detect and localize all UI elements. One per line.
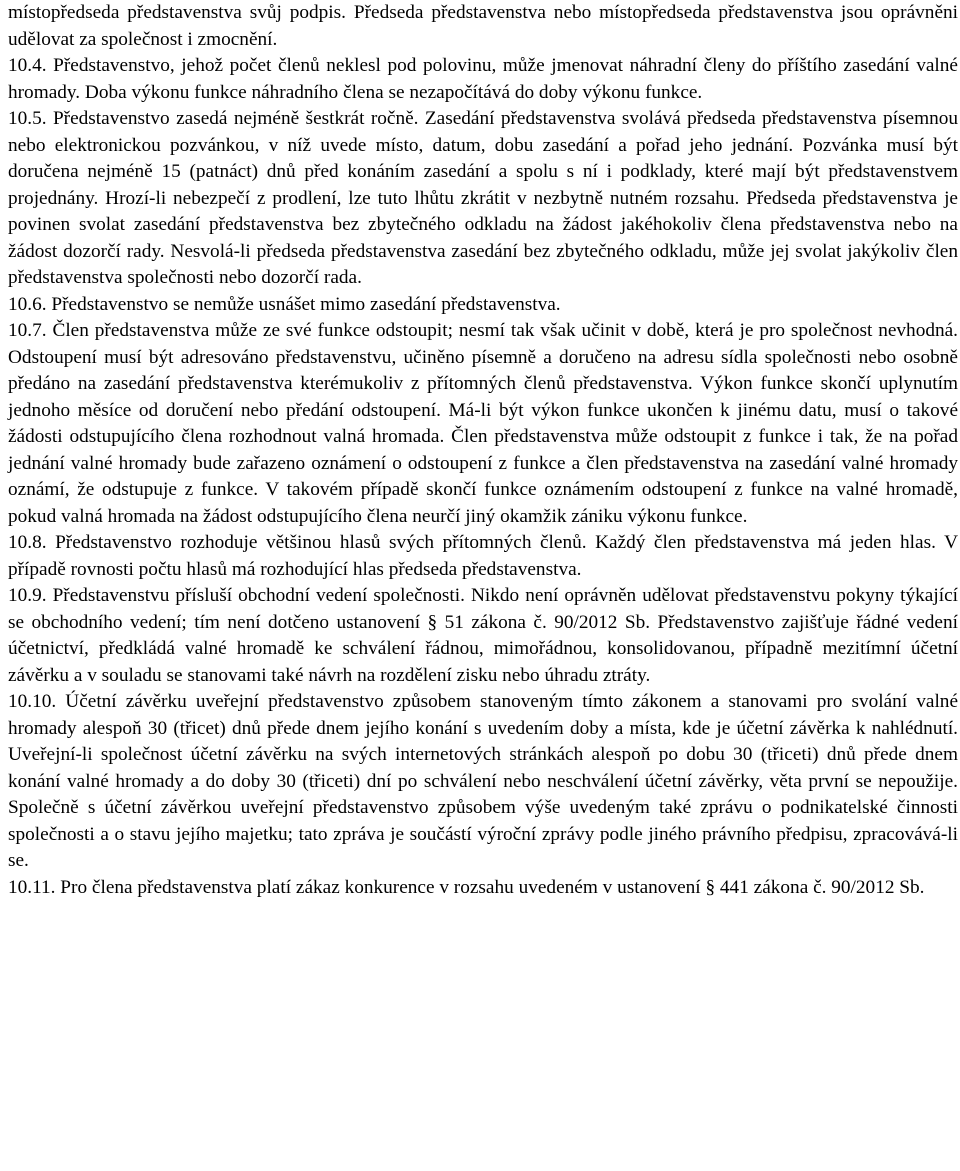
paragraph-10-8: 10.8. Představenstvo rozhoduje většinou hlasů svých přítomných členů. Každý člen představenstva má jeden hlas. V případě rovnosti počtu hlasů má rozhodující hlas předseda představenstva. bbox=[8, 532, 958, 580]
document-page bbox=[8, 0, 958, 901]
paragraph-10-10: 10.10. Účetní závěrku uveřejní představenstvo způsobem stanoveným tímto zákonem a stanovami pro svolání valné hromady alespoň 30 (třicet) dnů přede dnem jejího konání s uvedením doby a místa, kde je účetní závěrka k nahlédnutí. Uveřejní-li společnost účetní závěrku na svých internetových stránkách alespoň po dobu 30 (třiceti) dnů přede dnem konání valné hromady a do doby 30 (třiceti) dní po schválení nebo neschválení účetní závěrky, věta první se nepoužije. Společně s účetní závěrkou uveřejní představenstvo způsobem výše uvedeným také zprávu o podnikatelské činnosti společnosti a o stavu jejího majetku; tato zpráva je součástí výroční zprávy podle jiného právního předpisu, zpracovává-li se. bbox=[8, 691, 958, 871]
paragraph-10-6: 10.6. Představenstvo se nemůže usnášet mimo zasedání představenstva. bbox=[8, 293, 561, 315]
paragraph-10-11: 10.11. Pro člena představenstva platí zákaz konkurence v rozsahu uvedeném v ustanovení § 441 zákona č. 90/2012 Sb. bbox=[8, 876, 925, 898]
paragraph-10-4: 10.4. Představenstvo, jehož počet členů neklesl pod polovinu, může jmenovat náhradní členy do příštího zasedání valné hromady. Doba výkonu funkce náhradního člena se nezapočítává do doby výkonu funkce. bbox=[8, 55, 958, 103]
paragraph-10-5: 10.5. Představenstvo zasedá nejméně šestkrát ročně. Zasedání představenstva svolává předseda představenstva písemnou nebo elektronickou pozvánkou, v níž uvede místo, datum, dobu zasedání a pořad jeho jednání. Pozvánka musí být doručena nejméně 15 (patnáct) dnů před konáním zasedání a spolu s ní i podklady, které mají být představenstvem projednány. Hrozí-li nebezpečí z prodlení, lze tuto lhůtu zkrátit v nezbytně nutném rozsahu. Předseda představenstva je povinen svolat zasedání představenstva bez zbytečného odkladu na žádost jakéhokoliv člena představenstva nebo na žádost dozorčí rady. Nesvolá-li předseda představenstva zasedání bez zbytečného odkladu, může jej svolat jakýkoliv člen představenstva společnosti nebo dozorčí rada. bbox=[8, 108, 958, 288]
paragraph-10-7: 10.7. Člen představenstva může ze své funkce odstoupit; nesmí tak však učinit v době, která je pro společnost nevhodná. Odstoupení musí být adresováno představenstvu, učiněno písemně a doručeno na adresu sídla společnosti nebo osobně předáno na zasedání představenstva kterémukoliv z přítomných členů představenstva. Výkon funkce skončí uplynutím jednoho měsíce od doručení nebo předání odstoupení. Má-li být výkon funkce ukončen k jinému datu, musí o takové žádosti odstupujícího člena rozhodnout valná hromada. Člen představenstva může odstoupit z funkce i tak, že na pořad jednání valné hromady bude zařazeno oznámení o odstoupení z funkce a člen představenstva na zasedání valné hromady oznámí, že odstupuje z funkce. V takovém případě skončí funkce oznámením odstoupení z funkce na valné hromadě, pokud valná hromada na žádost odstupujícího člena neurčí jiný okamžik zániku výkonu funkce. bbox=[8, 320, 958, 527]
paragraph-10-9: 10.9. Představenstvu přísluší obchodní vedení společnosti. Nikdo není oprávněn udělovat představenstvu pokyny týkající se obchodního vedení; tím není dotčeno ustanovení § 51 zákona č. 90/2012 Sb. Představenstvo zajišťuje řádné vedení účetnictví, předkládá valné hromadě ke schválení řádnou, mimořádnou, konsolidovanou, případně mezitímní účetní závěrku a v souladu se stanovami také návrh na rozdělení zisku nebo úhradu ztráty. bbox=[8, 585, 958, 686]
paragraph-signature-continuation: místopředseda představenstva svůj podpis. Předseda představenstva nebo místopředseda představenstva jsou oprávněni udělovat za společnost i zmocnění. bbox=[8, 2, 958, 50]
